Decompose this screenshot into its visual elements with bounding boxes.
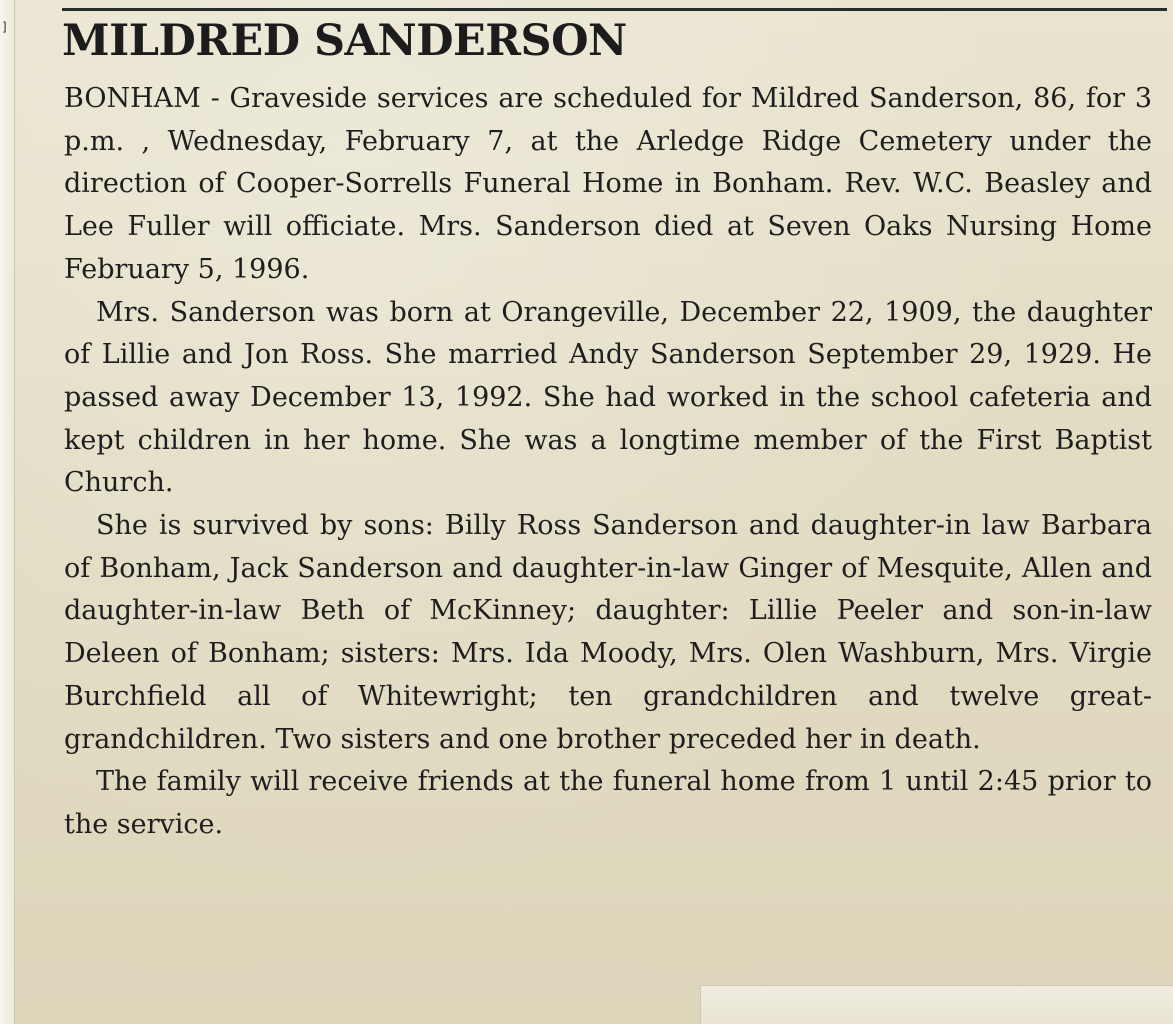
paragraph-services: BONHAM - Graveside services are scheduled for Mildred Sanderson, 86, for 3 p.m. , Wednesday, February 7, at the Arledge Ridge Cemetery under the direction of Cooper-Sorrells Funeral Home in Bonham. Rev. W.C. Beasley and Lee Fuller will officiate. Mrs. Sanderson died at Seven Oaks Nursing Home February 5, 1996. [64, 83, 1152, 285]
paragraph-survivors: She is survived by sons: Billy Ross Sanderson and daughter-in law Barbara of Bonham, Jack Sanderson and daughter-in-law Ginger of Mesquite, Allen and daughter-in-law Beth of McKinney; daughter: Lillie Peeler and son-in-law Deleen of Bonham; sisters: Mrs. Ida Moody, Mrs. Olen Washburn, Mrs. Virgie Burchfield all of Whitewright; ten grandchildren and twelve great-grandchildren. Two sisters and one brother preceded her in death. [64, 510, 1152, 755]
paragraph-visitation: The family will receive friends at the funeral home from 1 until 2:45 prior to the service. [64, 766, 1152, 840]
clipping-left-edge [0, 0, 15, 1024]
paragraph-biography: Mrs. Sanderson was born at Orangeville, December 22, 1909, the daughter of Lillie and Jon Ross. She married Andy Sanderson September 29, 1929. He passed away December 13, 1992. She had worked in the school cafeteria and kept children in her home. She was a longtime member of the First Baptist Church. [64, 296, 1152, 499]
obituary-headline: MILDRED SANDERSON [62, 16, 627, 66]
edge-mark-icon: ] [2, 20, 7, 34]
obituary-body [64, 78, 1152, 847]
scan-corner-shade [700, 985, 1173, 1024]
top-rule [62, 8, 1167, 11]
